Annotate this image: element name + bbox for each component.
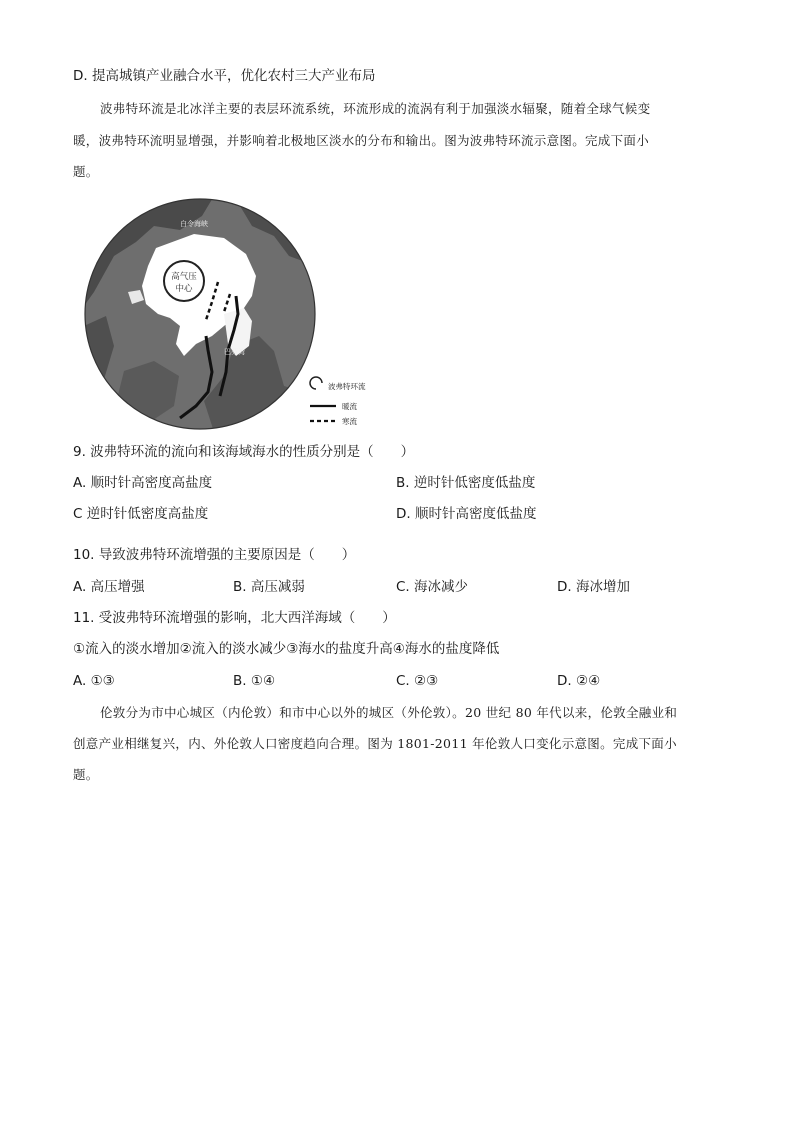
option-d-previous-question: D. 提高城镇产业融合水平，优化农村三大产业布局 <box>73 68 376 84</box>
question-9-option-c: C 逆时针低密度高盐度 <box>73 506 209 522</box>
question-11-option-d: D. ②④ <box>557 673 601 689</box>
question-11-option-b: B. ①④ <box>233 673 276 689</box>
passage-1-line-1: 波弗特环流是北冰洋主要的表层环流系统，环流形成的流涡有利于加强淡水辐聚，随着全球气候变 <box>100 101 651 116</box>
question-9-option-a: A. 顺时针高密度高盐度 <box>73 475 213 491</box>
passage-1-line-2: 暖，波弗特环流明显增强，并影响着北极地区淡水的分布和输出。图为波弗特环流示意图。完成下面小 <box>73 133 650 148</box>
map-legend <box>310 377 366 426</box>
passage-2-line-1: 伦敦分为市中心城区（内伦敦）和市中心以外的城区（外伦敦）。20 世纪 80 年代以来，伦敦全融业和 <box>100 705 678 720</box>
question-9-option-b: B. 逆时针低密度低盐度 <box>396 475 536 491</box>
question-10-option-a: A. 高压增强 <box>73 579 145 595</box>
question-11-option-a: A. ①③ <box>73 673 115 689</box>
question-9-option-d: D. 顺时针高密度低盐度 <box>396 506 537 522</box>
question-11-option-c: C. ②③ <box>396 673 439 689</box>
passage-2-line-2: 创意产业相继复兴，内、外伦敦人口密度趋向合理。图为 1801-2011 年伦敦人口变化示意图。完成下面小 <box>73 736 677 751</box>
white-sea-label: 白令海峡 <box>180 220 208 228</box>
question-10-option-b: B. 高压减弱 <box>233 579 305 595</box>
question-10-option-c: C. 海冰减少 <box>396 579 469 595</box>
legend-beaufort-label: 波弗特环流 <box>328 382 366 391</box>
legend-warm-label: 暖流 <box>342 402 357 411</box>
question-11-stem: 11. 受波弗特环流增强的影响，北大西洋海域（ ） <box>73 610 396 626</box>
baffin-bay-label: 巴芬湾 <box>224 348 245 356</box>
question-10-option-d: D. 海冰增加 <box>557 579 630 595</box>
question-9-stem: 9. 波弗特环流的流向和该海域海水的性质分别是（ ） <box>73 444 415 460</box>
question-11-statements: ①流入的淡水增加②流入的淡水减少③海水的盐度升高④海水的盐度降低 <box>73 641 500 657</box>
legend-gyre-symbol <box>310 377 322 389</box>
legend-cold-label: 寒流 <box>342 417 357 426</box>
beaufort-gyre-map <box>84 196 414 432</box>
high-pressure-label-2: 中心 <box>175 284 193 294</box>
question-10-stem: 10. 导致波弗特环流增强的主要原因是（ ） <box>73 547 356 563</box>
passage-2-line-3: 题。 <box>73 767 99 782</box>
high-pressure-label-1: 高气压 <box>171 272 197 282</box>
passage-1-line-3: 题。 <box>73 164 99 179</box>
